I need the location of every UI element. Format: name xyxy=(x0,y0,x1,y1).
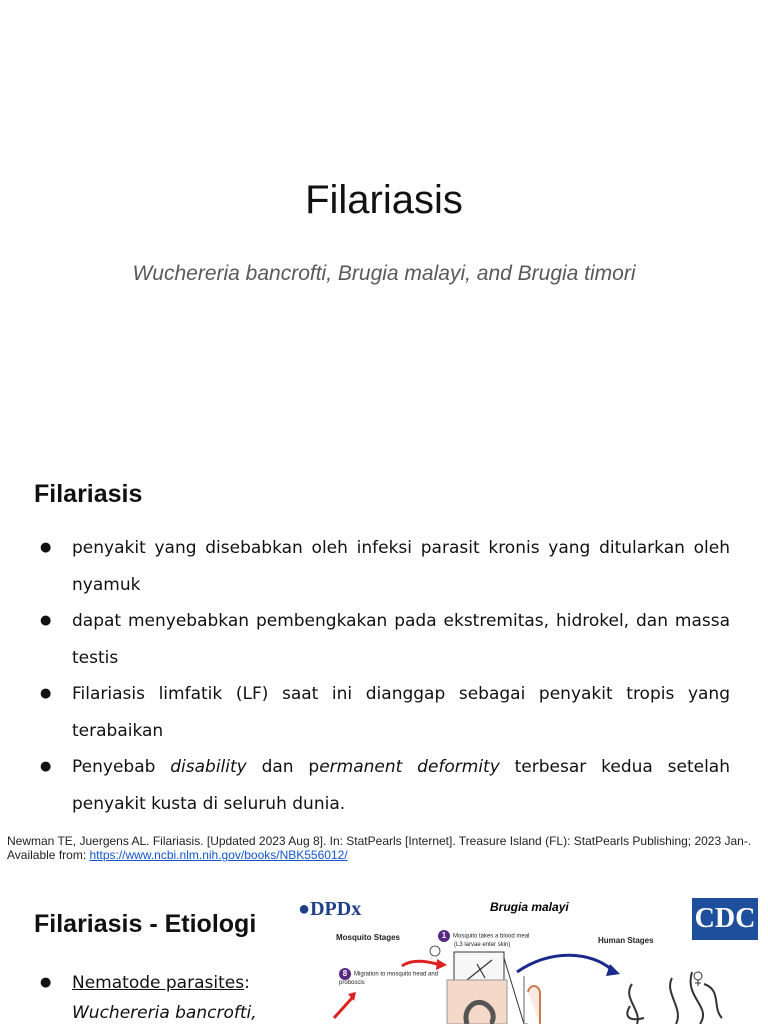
bullet-text: Penyebab xyxy=(72,757,171,777)
blue-arrow-icon xyxy=(517,955,612,972)
human-outline-icon xyxy=(524,976,528,1024)
title-slide xyxy=(0,0,768,432)
bullet-item: ● Filariasis limfatik (LF) saat ini dianggap sebagai penyakit tropis yang terabaikan xyxy=(40,676,730,749)
step-8-number: 8 xyxy=(339,968,351,980)
slide-subtitle: Wuchereria bancrofti, Brugia malayi, and Brugia timori xyxy=(132,262,636,285)
biohazard-icon xyxy=(430,946,440,956)
adult-worm-icon xyxy=(627,984,644,1024)
bullet-item xyxy=(40,749,730,822)
bullet-underlined: Nematode parasites xyxy=(72,973,245,993)
bullet-text: dan p xyxy=(246,757,320,777)
lifecycle-illustration xyxy=(292,888,768,1024)
figure-title: Brugia malayi xyxy=(490,900,569,914)
citation-link[interactable]: https://www.ncbi.nlm.nih.gov/books/NBK556012/ xyxy=(89,848,348,862)
step-1-text: Mosquito takes a blood meal xyxy=(453,933,530,940)
dpdx-logo-text: DPDx xyxy=(310,898,362,920)
red-arrow-icon xyxy=(402,961,437,966)
step-1-subtext: (L3 larvae enter skin) xyxy=(454,942,511,948)
bullet-item: ● dapat menyebabkan pembengkakan pada ekstremitas, hidrokel, dan massa testis xyxy=(40,603,730,676)
slide-title: Filariasis xyxy=(305,178,463,222)
female-symbol-cross-icon xyxy=(695,980,701,986)
bullet-item xyxy=(40,968,290,1028)
citation xyxy=(7,834,762,862)
bullet-italic: Wuchereria bancrofti, xyxy=(72,1003,257,1023)
bullet-emphasis: ermanent deformity xyxy=(319,757,500,777)
step-1-number: 1 xyxy=(438,930,450,942)
lifecycle-figure xyxy=(292,888,768,1024)
definition-slide xyxy=(0,432,768,888)
dpdx-mark-icon: ● xyxy=(298,898,311,920)
human-stages-label: Human Stages xyxy=(598,936,654,945)
bullet-emphasis: disability xyxy=(170,757,247,777)
bullet-list xyxy=(40,968,290,1028)
cdc-logo: CDC xyxy=(692,898,758,940)
human-figure-icon xyxy=(528,986,540,1024)
citation-text: Newman TE, Juergens AL. Filariasis. [Updated 2023 Aug 8]. In: StatPearls [Internet]. Treasure Island (FL): StatPearls Publishing; 2023 Jan-. Available from: xyxy=(7,834,752,862)
red-arrow-up-icon xyxy=(334,998,352,1018)
bullet-text: : xyxy=(244,973,250,993)
bullet-item: ● penyakit yang disebabkan oleh infeksi parasit kronis yang ditularkan oleh nyamuk xyxy=(40,530,730,603)
mosquito-stages-label: Mosquito Stages xyxy=(336,933,401,942)
etiology-slide xyxy=(0,888,768,1024)
slide-heading: Filariasis - Etiologi xyxy=(34,910,257,938)
slide-heading: Filariasis xyxy=(34,480,143,508)
red-arrowhead-icon xyxy=(436,959,447,970)
female-symbol-icon xyxy=(694,972,702,980)
step-8-text: Migration to mosquito head and proboscis xyxy=(339,971,439,986)
bullet-list xyxy=(40,530,730,822)
bullet-text: terbesar kedua setelah penyakit kusta di seluruh dunia. xyxy=(72,757,730,814)
